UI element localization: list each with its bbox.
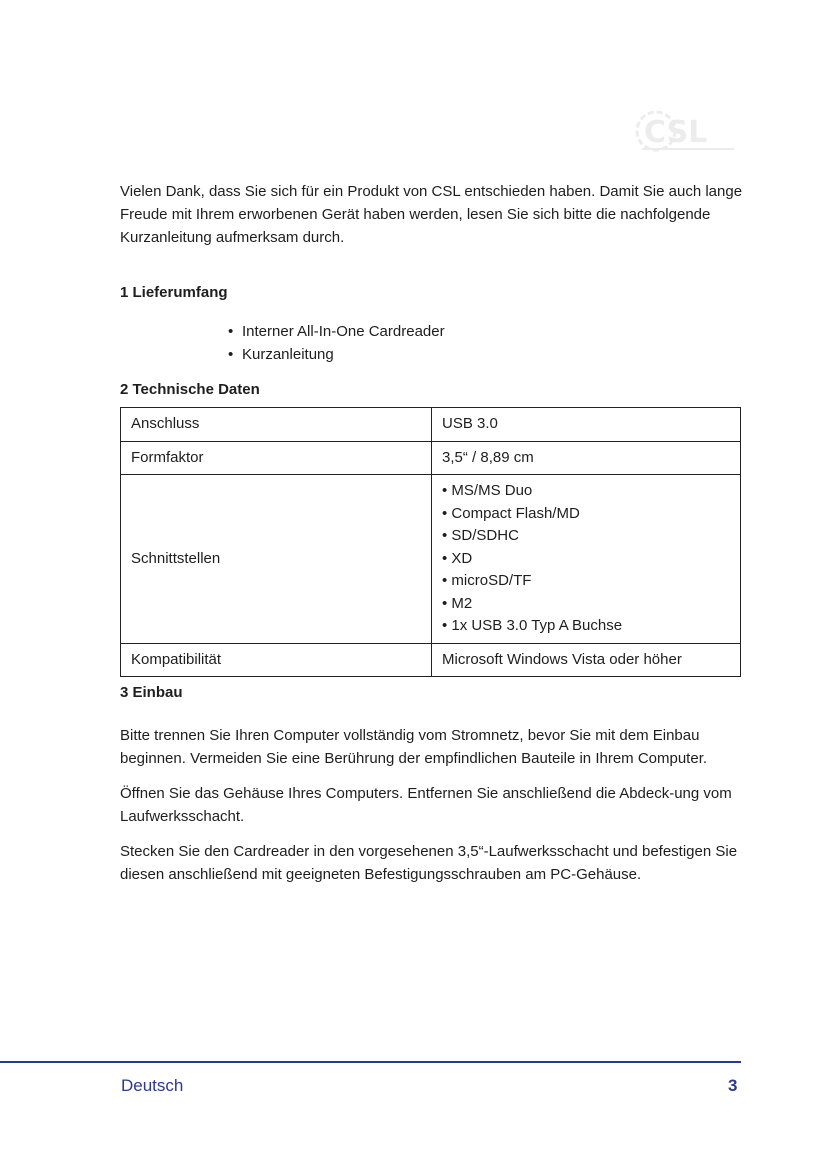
scope-item: • Interner All-In-One Cardreader	[220, 320, 745, 343]
install-paragraph: Bitte trennen Sie Ihren Computer vollständig vom Stromnetz, bevor Sie mit dem Einbau beginnen. Vermeiden Sie eine Berührung der empfindlichen Bauteile in Ihrem Computer.	[120, 727, 708, 767]
scope-item: • Kurzanleitung	[220, 343, 745, 366]
section-specs-title: 2 Technische Daten	[120, 381, 260, 398]
interface-item: • XD	[442, 548, 730, 571]
spec-label: Schnittstellen	[121, 475, 432, 644]
intro-paragraph: Vielen Dank, dass Sie sich für ein Produkt von CSL entschieden haben. Damit Sie auch lange Freude mit Ihrem erworbenen Gerät haben werden, lesen Sie sich bitte die nachfolgende Kurzanleitung aufmerksam durch.	[120, 183, 743, 246]
spec-row-form-factor	[121, 441, 741, 475]
section-install-title: 3 Einbau	[120, 684, 183, 701]
interface-item: • microSD/TF	[442, 570, 730, 593]
spec-label: Formfaktor	[121, 441, 432, 475]
footer-divider	[0, 1061, 741, 1063]
install-paragraph: Öffnen Sie das Gehäuse Ihres Computers. Entfernen Sie anschließend die Abdeck-ung vom Laufwerksschacht.	[120, 785, 732, 825]
spec-row-compatibility	[121, 643, 741, 677]
spec-row-interfaces	[121, 475, 741, 644]
content	[120, 180, 745, 898]
page-number: 3	[728, 1076, 738, 1095]
spec-value: 3,5“ / 8,89 cm	[432, 441, 741, 475]
interfaces-list	[442, 480, 730, 638]
interface-item: • MS/MS Duo	[442, 480, 730, 503]
spec-value: USB 3.0	[432, 408, 741, 442]
interface-item: • Compact Flash/MD	[442, 503, 730, 526]
spec-value-list	[432, 475, 741, 644]
spec-table	[120, 407, 741, 677]
spec-row-connection	[121, 408, 741, 442]
interface-item: • 1x USB 3.0 Typ A Buchse	[442, 615, 730, 638]
section-scope-title: 1 Lieferumfang	[120, 284, 228, 301]
spec-value: Microsoft Windows Vista oder höher	[432, 643, 741, 677]
footer-language: Deutsch	[121, 1076, 184, 1095]
csl-logo-text: CSL	[644, 115, 708, 150]
install-paragraph: Stecken Sie den Cardreader in den vorgesehenen 3,5“-Laufwerksschacht und befestigen Sie diesen anschließend mit geeigneten Befestigungsschrauben am PC-Gehäuse.	[120, 843, 738, 883]
spec-label: Anschluss	[121, 408, 432, 442]
interface-item: • SD/SDHC	[442, 525, 730, 548]
csl-logo-mark	[634, 108, 738, 154]
scope-list	[120, 320, 745, 366]
spec-label: Kompatibilität	[121, 643, 432, 677]
interface-item: • M2	[442, 593, 730, 616]
csl-logo	[634, 108, 738, 154]
